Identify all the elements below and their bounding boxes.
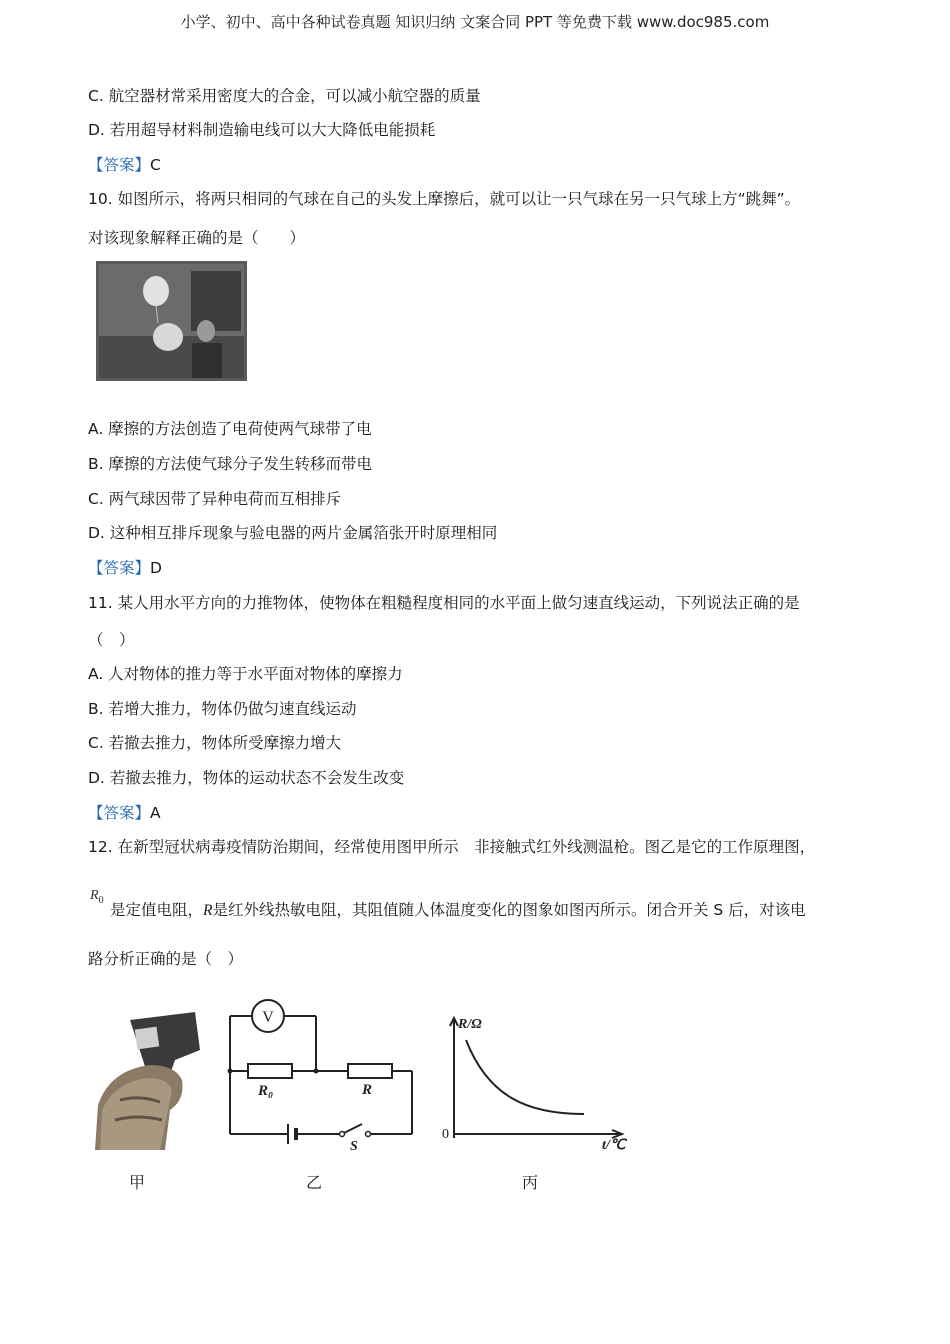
resistor-r0 (248, 1064, 292, 1078)
answer-value: C (150, 156, 161, 174)
switch (340, 1132, 345, 1137)
balloon-photo (96, 261, 247, 381)
q9-option-c: C. 航空器材常采用密度大的合金，可以减小航空器的质量 (88, 87, 481, 105)
svg-text:S: S (350, 1139, 358, 1154)
svg-text:t/℃: t/℃ (602, 1138, 626, 1153)
answer-value: D (150, 559, 162, 577)
q10-stem-line2: 对该现象解释正确的是（ ） (88, 229, 306, 247)
answer-tag: 【答案】 (88, 156, 151, 174)
person-body (192, 343, 222, 378)
answer-tag: 【答案】 (88, 559, 151, 577)
q11-stem-line2: （ ） (88, 631, 135, 649)
q10-option-b: B. 摩擦的方法使气球分子发生转移而带电 (88, 455, 372, 473)
svg-text:R/Ω: R/Ω (458, 1017, 482, 1032)
upper-balloon (143, 276, 169, 306)
q11-stem-line1: 11. 某人用水平方向的力推物体，使物体在粗糙程度相同的水平面上做匀速直线运动，下列说法正确的是 (88, 594, 800, 612)
q12-stem-line3: 路分析正确的是（ ） (88, 950, 244, 968)
r0-symbol: $R_0$ (90, 888, 104, 906)
svg-text:0: 0 (442, 1127, 449, 1142)
caption-yi: 乙 (306, 1173, 323, 1192)
q12-stem-line1: 12. 在新型冠状病毒疫情防治期间，经常使用图甲所示 非接触式红外线测温枪。图乙是它的工作原理图， (88, 838, 816, 856)
lower-balloon (153, 323, 183, 351)
svg-text:R₀: R₀ (258, 1083, 274, 1099)
q10-stem-line1: 10. 如图所示，将两只相同的气球在自己的头发上摩擦后，就可以让一只气球在另一只气球上方“跳舞”。 (88, 190, 801, 208)
q11-option-c: C. 若撤去推力，物体所受摩擦力增大 (88, 734, 342, 752)
page-header: 小学、初中、高中各种试卷真题 知识归纳 文案合同 PPT 等免费下载 www.doc985.com (180, 13, 770, 31)
circuit-diagram (222, 998, 420, 1154)
q10-option-d: D. 这种相互排斥现象与验电器的两片金属箔张开时原理相同 (88, 524, 498, 542)
svg-text:V: V (262, 1009, 274, 1026)
q9-option-d: D. 若用超导材料制造输电线可以大大降低电能损耗 (88, 121, 436, 139)
svg-text:R: R (362, 1082, 373, 1098)
person-head (197, 320, 215, 342)
q10-option-a: A. 摩擦的方法创造了电荷使两气球带了电 (88, 420, 372, 438)
q11-option-a: A. 人对物体的推力等于水平面对物体的摩擦力 (88, 665, 403, 683)
thermometer-gun-photo (90, 1010, 202, 1152)
q9-answer (88, 153, 161, 175)
q11-option-b: B. 若增大推力，物体仍做匀速直线运动 (88, 700, 357, 718)
q11-answer (88, 801, 161, 823)
q10-answer (88, 556, 162, 578)
caption-jia: 甲 (129, 1173, 146, 1192)
answer-value: A (150, 804, 161, 822)
answer-tag: 【答案】 (88, 804, 151, 822)
q10-option-c: C. 两气球因带了异种电荷而互相排斥 (88, 490, 342, 508)
resistor-r (348, 1064, 392, 1078)
caption-bing: 丙 (522, 1173, 539, 1192)
q11-option-d: D. 若撤去推力，物体的运动状态不会发生改变 (88, 769, 405, 787)
curve (466, 1040, 584, 1114)
q12-stem-line2: 是定值电阻，R是红外线热敏电阻，其阻值随人体温度变化的图象如图丙所示。闭合开关 S 后，对该电 (110, 901, 806, 919)
resistance-temperature-graph (436, 1010, 634, 1154)
